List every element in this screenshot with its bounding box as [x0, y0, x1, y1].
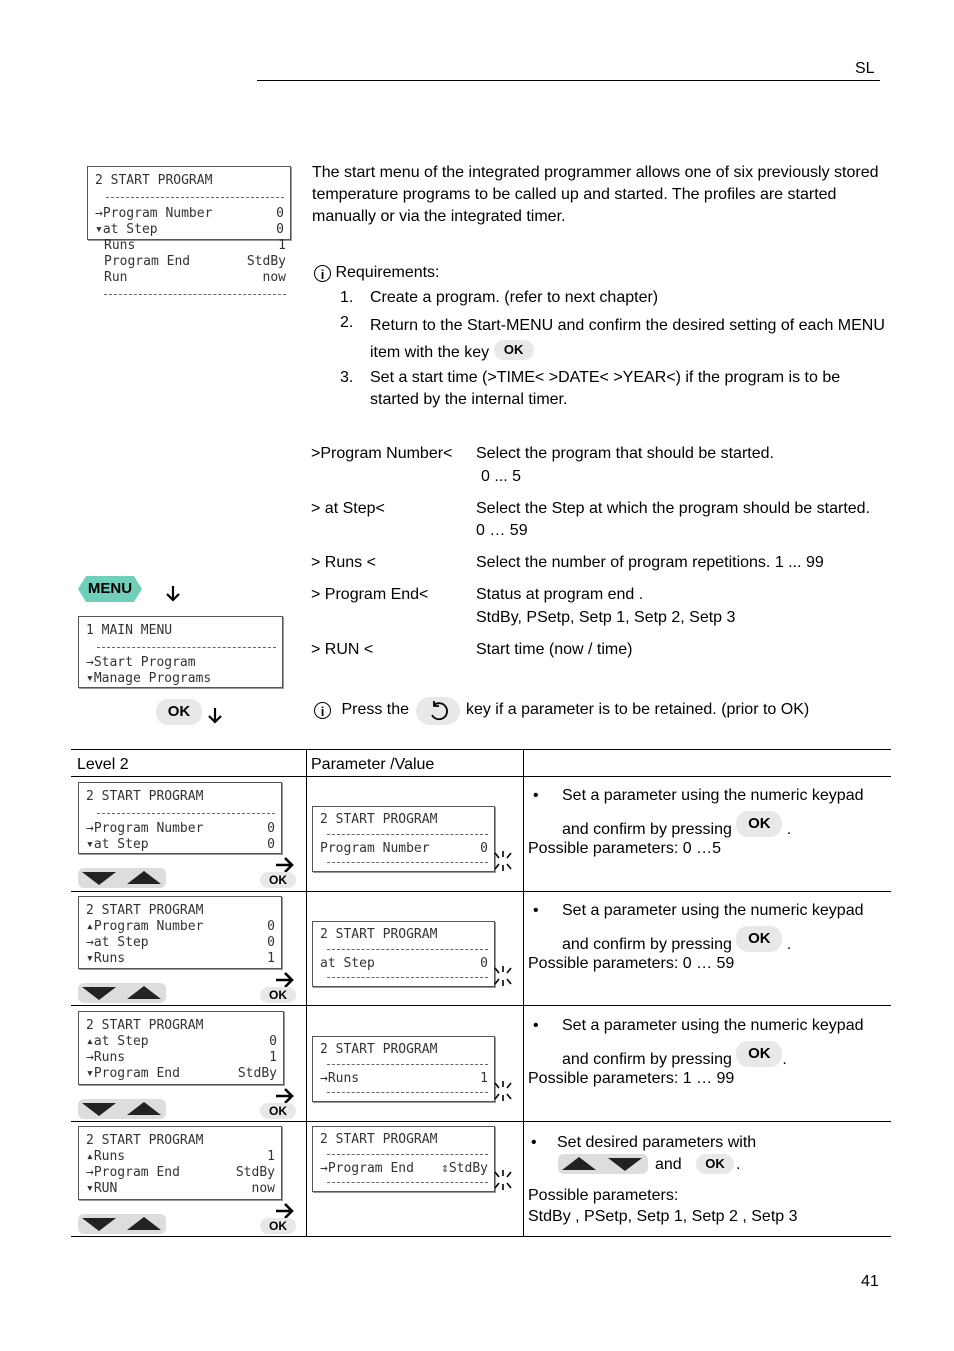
lcd-row-label: Program End: [93, 1165, 180, 1180]
param-name: > RUN <: [311, 641, 374, 658]
lcd-row-value: 1: [278, 238, 286, 253]
param-name: > Runs <: [311, 554, 376, 571]
param-lcd: [312, 921, 495, 987]
lcd-title: 2 START PROGRAM: [86, 903, 204, 918]
lcd-row-value: 0: [276, 206, 284, 221]
menu-key: [78, 576, 142, 602]
ok-key-icon: OK: [260, 1103, 296, 1119]
lcd-row-value: StdBy: [237, 1066, 277, 1081]
lcd-row-value: now: [251, 1181, 275, 1196]
lcd-row-label: at Step: [93, 837, 149, 852]
lcd-row-label: Program Number: [102, 206, 213, 221]
step-text: Create a program. (refer to next chapter): [370, 289, 659, 306]
blink-icon: [493, 964, 517, 988]
blink-icon: [493, 1168, 517, 1192]
lcd-row-value: 1: [267, 1149, 275, 1164]
arrow-down-icon: [165, 585, 181, 603]
lcd-row-label: Runs: [93, 1050, 126, 1065]
blink-icon: [493, 849, 517, 873]
up-key-icon: [127, 871, 161, 884]
lcd-row-label: →Program End: [320, 1161, 414, 1176]
param-desc: Select the program that should be started.: [476, 445, 774, 462]
param-lcd: [312, 1036, 495, 1102]
table-row-rule: [71, 1121, 891, 1122]
ok-key-icon: OK: [156, 699, 202, 725]
menu-key-label: MENU: [87, 580, 133, 597]
row-bullet: [531, 1132, 881, 1154]
row-bullet: • Set a parameter using the numeric keypad and confirm by pressing OK .: [533, 1011, 883, 1075]
param-range: 0 ... 5: [481, 468, 522, 485]
bullet-dot: •: [533, 902, 539, 919]
lcd-row-value: 0: [480, 956, 488, 971]
down-key-icon: [82, 1103, 116, 1116]
requirements: [314, 262, 894, 284]
lcd-row-label: at Step: [102, 222, 158, 237]
lcd-row-label: Program Number: [320, 841, 430, 856]
param-name: >Program Number<: [311, 445, 453, 462]
up-key-icon: [127, 1102, 161, 1115]
down-key-icon: [82, 1218, 116, 1231]
table-row-rule: [71, 891, 891, 892]
scroll-down-icon: ▾: [86, 837, 94, 852]
ok-key-icon: OK: [696, 1154, 734, 1174]
lcd-row-value: StdBy: [246, 254, 286, 269]
param-lcd: [312, 1126, 495, 1192]
param-desc: Status at program end .: [476, 586, 644, 603]
lcd-title: 2 START PROGRAM: [86, 789, 204, 804]
lcd-row-value: StdBy: [235, 1165, 275, 1180]
lcd-row-label: at Step: [93, 935, 149, 950]
row-bullet: • Set a parameter using the numeric keypad and confirm by pressing OK .: [533, 896, 883, 960]
param-range: StdBy, PSetp, Setp 1, Setp 2, Setp 3: [476, 609, 736, 626]
back-arrow-icon: [427, 700, 449, 722]
param-desc: Start time (now / time): [476, 641, 633, 658]
ok-key-icon: OK: [260, 987, 296, 1003]
ok-key-icon: OK: [736, 811, 782, 837]
table-bottom-rule: [71, 1236, 891, 1237]
table-row-rule: [71, 1005, 891, 1006]
lcd-row-label: Program End: [93, 1066, 180, 1081]
lcd-title: 2 START PROGRAM: [86, 1018, 204, 1033]
ok-key-icon: OK: [260, 872, 296, 888]
param-lcd: [312, 806, 495, 872]
ok-key-icon: OK: [260, 1218, 296, 1234]
lcd-row-label: →Runs: [320, 1071, 360, 1086]
lcd-row-value: 0: [480, 841, 488, 856]
lcd-row-label: at Step: [93, 1034, 149, 1049]
intro-paragraph: The start menu of the integrated programmer allows one of six previously stored temperature programs to be called up and started. The profiles are started manually or via the integrated timer.: [312, 164, 879, 225]
row-possible: Possible parameters:: [528, 1187, 679, 1204]
scroll-down-icon: ▾: [86, 671, 94, 686]
lcd-title: 2 START PROGRAM: [320, 1042, 438, 1057]
row-possible: Possible parameters: 0 …5: [528, 840, 721, 857]
header-rule: [257, 80, 880, 81]
info-icon: i: [314, 265, 331, 282]
lcd-row-value: 1: [269, 1050, 277, 1065]
lcd-overflow-rows: [104, 238, 286, 286]
back-key-icon: [416, 697, 460, 725]
step-number: 2.: [340, 314, 354, 331]
lcd-title: 2 START PROGRAM: [320, 812, 438, 827]
ok-key-icon: OK: [736, 1041, 782, 1067]
and-label: and: [655, 1156, 682, 1173]
lcd-main-menu: [78, 616, 283, 688]
lcd-row-value: 0: [267, 821, 275, 836]
ok-key-icon: OK: [494, 340, 534, 360]
period: .: [736, 1156, 741, 1173]
step-text: Set a start time (>TIME< >DATE< >YEAR<) if the program is to be started by the internal timer.: [370, 369, 841, 408]
scroll-down-icon: ▾: [86, 1066, 94, 1081]
step-number: 3.: [340, 369, 354, 386]
arrow-right-icon: →: [86, 1165, 94, 1180]
up-key-icon: [127, 986, 161, 999]
lcd-row-label: Runs: [93, 951, 126, 966]
bullet-dot: •: [533, 787, 539, 804]
arrow-right-icon: →: [86, 1050, 94, 1065]
arrow-right-icon: →: [86, 935, 94, 950]
requirements-label: Requirements:: [335, 264, 440, 281]
table-row-lcd: [78, 896, 282, 969]
row-possible-values: StdBy , PSetp, Setp 1, Setp 2 , Setp 3: [528, 1208, 798, 1225]
table-row-lcd: [78, 782, 282, 854]
scroll-up-icon: ▴: [86, 1149, 94, 1164]
table-top-rule: [71, 749, 891, 750]
lcd-title: 2 START PROGRAM: [320, 1132, 438, 1147]
table-col-rule: [523, 749, 524, 1237]
page-number: 41: [861, 1273, 879, 1290]
lcd-row-label: RUN: [93, 1181, 118, 1196]
lcd-row-value: 1: [480, 1071, 488, 1086]
lcd-row-label: Run: [104, 270, 128, 285]
scroll-up-icon: ▴: [86, 919, 94, 934]
lcd-row-label: at Step: [320, 956, 375, 971]
bullet-dot: •: [531, 1134, 537, 1151]
lcd-row-value: ⇕StdBy: [441, 1161, 488, 1176]
table-row-lcd: [78, 1126, 282, 1200]
step-number: 1.: [340, 289, 354, 306]
table-header-level: Level 2: [77, 756, 129, 773]
lcd-row-label: Start Program: [93, 655, 196, 670]
bullet-dot: •: [533, 1017, 539, 1034]
lcd-start-program: [87, 166, 291, 240]
lcd-row-label: Runs: [93, 1149, 126, 1164]
section-label: SL: [855, 60, 875, 77]
ok-key-icon: OK: [736, 926, 782, 952]
lcd-row-value: 1: [267, 951, 275, 966]
scroll-up-icon: ▴: [86, 1034, 94, 1049]
lcd-row-value: 0: [267, 837, 275, 852]
press-note-before: Press the: [341, 701, 410, 718]
bullet-text: Set desired parameters with: [557, 1134, 757, 1151]
lcd-row-value: now: [262, 270, 286, 285]
lcd-row-label: Program Number: [93, 919, 204, 934]
param-desc: Select the number of program repetitions. 1 ... 99: [476, 554, 824, 571]
table-row-lcd: [78, 1011, 284, 1085]
lcd-row-label: Manage Programs: [93, 671, 212, 686]
lcd-title: 2 START PROGRAM: [86, 1133, 204, 1148]
row-bullet: • Set a parameter using the numeric keypad and confirm by pressing OK .: [533, 781, 883, 845]
arrow-right-icon: →: [86, 821, 94, 836]
param-name: > at Step<: [311, 500, 385, 517]
up-key-icon: [562, 1157, 596, 1170]
row-possible: Possible parameters: 0 … 59: [528, 955, 735, 972]
param-name: > Program End<: [311, 586, 429, 603]
arrow-down-icon: [207, 707, 223, 725]
lcd-row-value: 0: [276, 222, 284, 237]
down-key-icon: [82, 987, 116, 1000]
lcd-row-value: 0: [267, 935, 275, 950]
lcd-row-value: 0: [269, 1034, 277, 1049]
table-col-rule: [306, 749, 307, 1237]
bullet-text: Set a parameter using the numeric keypad and confirm by pressing: [562, 1017, 864, 1068]
requirements-list: [340, 287, 890, 411]
param-desc: Select the Step at which the program should be started. 0 … 59: [476, 500, 871, 539]
arrow-right-icon: →: [95, 206, 103, 221]
table-header-param: Parameter /Value: [311, 756, 435, 773]
blink-icon: [493, 1079, 517, 1103]
bullet-text: Set a parameter using the numeric keypad and confirm by pressing: [562, 787, 864, 838]
scroll-down-icon: ▾: [95, 222, 103, 237]
arrow-right-icon: →: [86, 655, 94, 670]
down-key-icon: [608, 1158, 642, 1171]
lcd-title: 1 MAIN MENU: [86, 623, 173, 638]
row-possible: Possible parameters: 1 … 99: [528, 1070, 735, 1087]
lcd-title: 2 START PROGRAM: [320, 927, 438, 942]
bullet-text: Set a parameter using the numeric keypad and confirm by pressing: [562, 902, 864, 953]
lcd-row-label: Program Number: [93, 821, 204, 836]
table-header-rule: [71, 776, 891, 777]
lcd-row-label: Program End: [104, 254, 191, 269]
step-text: Return to the Start-MENU and confirm the desired setting of each MENU item with the key: [370, 317, 885, 361]
down-key-icon: [82, 872, 116, 885]
lcd-title: 2 START PROGRAM: [95, 173, 213, 188]
scroll-down-icon: ▾: [86, 951, 94, 966]
scroll-down-icon: ▾: [86, 1181, 94, 1196]
up-key-icon: [127, 1217, 161, 1230]
lcd-row-value: 0: [267, 919, 275, 934]
info-icon: i: [314, 702, 331, 719]
lcd-row-label: Runs: [104, 238, 136, 253]
press-note: [314, 697, 914, 725]
press-note-after: key if a parameter is to be retained. (prior to OK): [465, 701, 810, 718]
